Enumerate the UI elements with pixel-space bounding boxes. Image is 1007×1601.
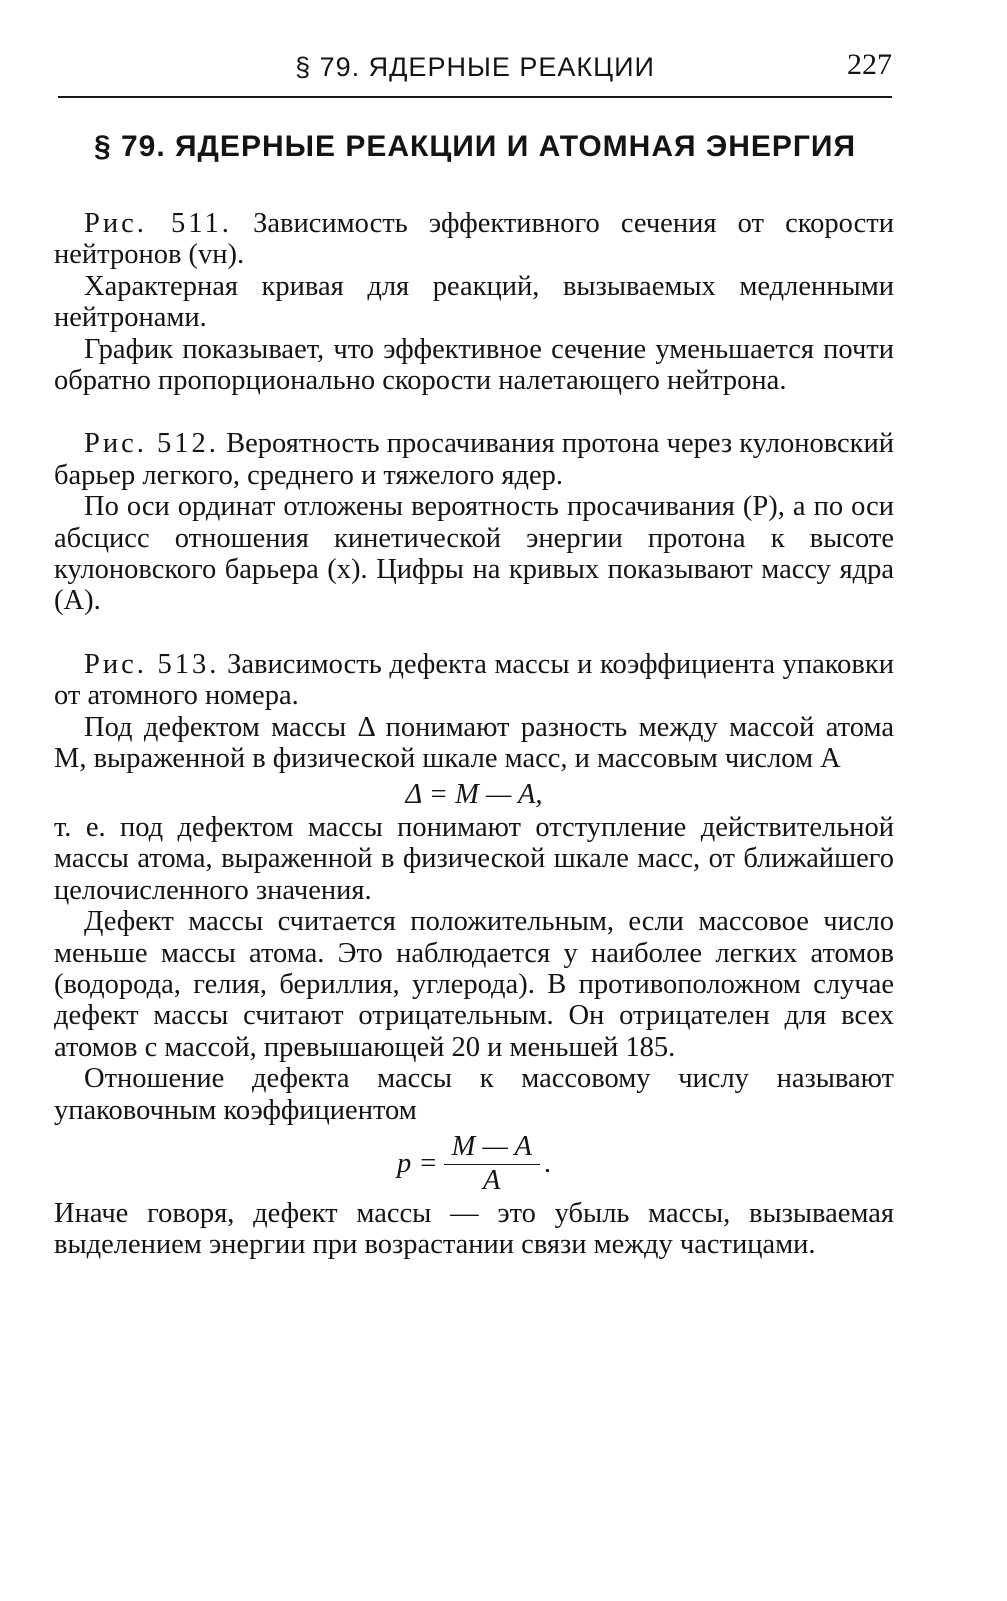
formula-lhs: p =: [397, 1148, 438, 1180]
packing-fraction-formula: [54, 1132, 894, 1196]
fig513-paragraph-2: т. е. под дефектом массы понимают отступление действительной массы атома, выраженной в физической шкале масс, от ближайшего целочисленного значения.: [54, 811, 894, 906]
fig511-paragraph-2: График показывает, что эффективное сечение уменьшается почти обратно пропорционально скорости налетающего нейтрона.: [54, 333, 894, 397]
page-header: [58, 48, 892, 98]
fig513-caption: [54, 649, 894, 712]
mass-defect-formula: [54, 779, 894, 810]
fig513-caption-text: Зависимость дефекта массы и коэффициента упаковки от атомного номера.: [54, 648, 894, 712]
page-body: [54, 208, 894, 1261]
section-title: § 79. ЯДЕРНЫЕ РЕАКЦИИ И АТОМНАЯ ЭНЕРГИЯ: [93, 130, 857, 163]
formula-numerator: M — A: [444, 1132, 540, 1165]
formula-tail: .: [543, 1148, 551, 1180]
fig511-caption: [54, 208, 894, 271]
fig512-label: Рис. 512.: [84, 428, 219, 460]
fig511-caption-text: Зависимость эффективного сечения от скорости нейтронов (vн).: [54, 208, 894, 271]
fig512-caption: [54, 428, 894, 491]
fig511-label: Рис. 511.: [84, 208, 232, 239]
running-title: § 79. ЯДЕРНЫЕ РЕАКЦИИ: [295, 52, 655, 82]
fig511-paragraph-1: Характерная кривая для реакций, вызываемых медленными нейтронами.: [54, 270, 894, 334]
fig513-paragraph-5: Иначе говоря, дефект массы — это убыль массы, вызываемая выделением энергии при возрастании связи между частицами.: [54, 1197, 894, 1261]
page-number: 227: [847, 48, 892, 81]
mass-defect-formula-text: Δ = M — A,: [405, 778, 543, 810]
fig512-caption-text: Вероятность просачивания протона через кулоновский барьер легкого, среднего и тяжелого ядер.: [54, 428, 894, 491]
fig513-paragraph-1: Под дефектом массы Δ понимают разность между массой атома M, выраженной в физической шкале масс, и массовым числом A: [54, 711, 894, 775]
formula-denominator: A: [483, 1164, 501, 1196]
fig512-paragraph-1: По оси ординат отложены вероятность просачивания (P), а по оси абсцисс отношения кинетической энергии протона к высоте кулоновского барьера (x). Цифры на кривых показывают массу ядра (A).: [54, 491, 894, 617]
fig513-paragraph-3: Дефект массы считается положительным, если массовое число меньше массы атома. Это наблюдается у наиболее легких атомов (водорода, гелия, бериллия, углерода). В противоположном случае дефект массы считают отрицательным. Он отрицателен для всех атомов с массой, превышающей 20 и меньшей 185.: [54, 906, 894, 1063]
formula-fraction: [444, 1132, 540, 1196]
fig513-label: Рис. 513.: [84, 648, 220, 680]
fig513-paragraph-4: Отношение дефекта массы к массовому числу называют упаковочным коэффициентом: [54, 1063, 894, 1126]
